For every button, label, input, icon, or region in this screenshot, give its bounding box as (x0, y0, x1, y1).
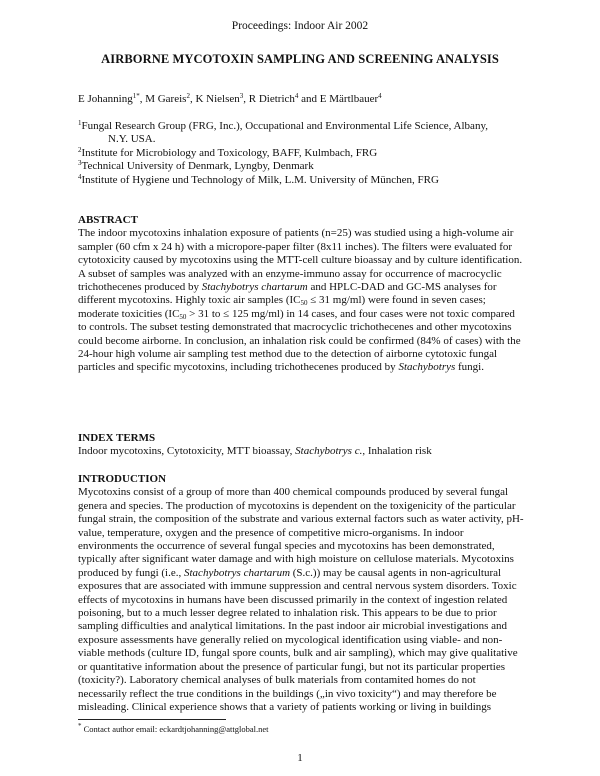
paper-title: AIRBORNE MYCOTOXIN SAMPLING AND SCREENING ANALYSIS (101, 52, 499, 66)
introduction-text: Mycotoxins consist of a group of more than 400 chemical compounds produced by several fungal genera and species. The production of mycotoxins is dependent on the toxigenicity of the particular fungal strain, the composition of the substrate and various external factors such as water activity, pH-value, temperature, oxygen and the presence of competitive micro-organisms. In indoor environments the occurrence of several fungal species and mycotoxins has been demonstrated, typically after significant water damage and with high moisture on cellulose materials. Mycotoxins produced by fungi (i.e., Stachybotrys chartarum (S.c.)) may be causal agents in non-agricultural exposures that are associated with immune suppression and central nervous system disorders. Toxic effects of mycotoxins in humans have been discussed primarily in the context of ingestion related poisoning, but to a much lesser degree related to inhalation risk. This appears to be due to prior sampling difficulties and analytical limitations. In the past indoor air microbial investigations and exposure assessments have generally relied on mycological identification using viable- and non-viable methods (culture ID, fungal spore counts, bulk and air sampling), which may give qualitative or quantitative information about the presence of particular fungi, but not its particular properties (toxicity?). Laboratory chemical analyses of bulk materials from contamited homes do not necessarily reflect the true conditions in the buildings („in vivo toxicity“) and may therefore be misleading. Clinical experience shows that a variety of patients working or living in buildings (78, 486, 524, 713)
running-head: Proceedings: Indoor Air 2002 (231, 20, 369, 32)
page-number: 1 (297, 752, 303, 764)
affiliation-list (78, 120, 538, 187)
author-affil-mark: 1* (132, 92, 140, 100)
abstract-section (78, 214, 526, 375)
index-terms-text: Indoor mycotoxins, Cytotoxicity, MTT bioassay, Stachybotrys c., Inhalation risk (78, 445, 432, 458)
affiliation: $^3$Technical University of Denmark, Lyngby, Denmark (78, 159, 314, 173)
author: E Märtlbauer (319, 93, 379, 105)
affiliation: $^1$Fungal Research Group (FRG, Inc.), Occupational and Environmental Life Science, Albany, N.Y. USA. (78, 119, 488, 146)
author: E Johanning (78, 93, 133, 105)
author: K Nielsen (195, 93, 240, 105)
footnote-rule (78, 719, 226, 720)
abstract-heading: ABSTRACT (78, 214, 138, 226)
author-affil-mark: 3 (239, 92, 244, 100)
author: M Gareis (145, 93, 187, 105)
introduction-section (78, 473, 526, 714)
author-list: E Johanning$^{1*}$, M Gareis$^2$, K Nielsen$^3$, R Dietrich$^4$ and E Märtlbauer$^4$ (78, 92, 382, 105)
index-terms-heading: INDEX TERMS (78, 432, 156, 444)
index-terms-section (78, 432, 526, 459)
introduction-heading: INTRODUCTION (78, 473, 167, 485)
author: R Dietrich (248, 93, 295, 105)
author-affil-mark: 4 (294, 92, 299, 100)
footnote: * Contact author email: eckardtjohanning@attglobal.net (78, 722, 269, 734)
abstract-text: The indoor mycotoxins inhalation exposure of patients (n=25) was studied using a high-volume air sampler (60 cfm x 24 h) with a micropore-paper filter (8x11 inches). The filters were evaluated for cytotoxicity caused by mycotoxins using the MTT-cell culture bioassay and by culture identification. A subset of samples was analyzed with an enzyme-immuno assay for occurrence of macrocyclic trichothecenes produced by Stachybotrys chartarum and HPLC-DAD and GC-MS analyses for different mycotoxins. Highly toxic air samples ($IC_{50} \le 31$ mg/ml) were found in seven cases; moderate toxicities ($IC_{50} > 31$ to ≤ 125 mg/ml) in 14 cases, and four cases were not toxic compared to controls. The subset testing demonstrated that macrocyclic trichothecenes and other mycotoxins could become airborne. In conclusion, an inhalation risk could be confirmed (84% of cases) with the 24-hour high volume air sampling test method due to the detection of airborne cytotoxic fungal particles and specific mycotoxins, including trichothecenes produced by Stachybotrys fungi. (78, 227, 523, 374)
affiliation: $^2$Institute for Microbiology and Toxicology, BAFF, Kulmbach, FRG (78, 145, 378, 159)
author-affil-mark: 2 (186, 92, 190, 100)
author-affil-mark: 4 (378, 92, 382, 100)
affiliation: $^4$Institute of Hygiene und Technology of Milk, L.M. University of München, FRG (78, 172, 439, 186)
